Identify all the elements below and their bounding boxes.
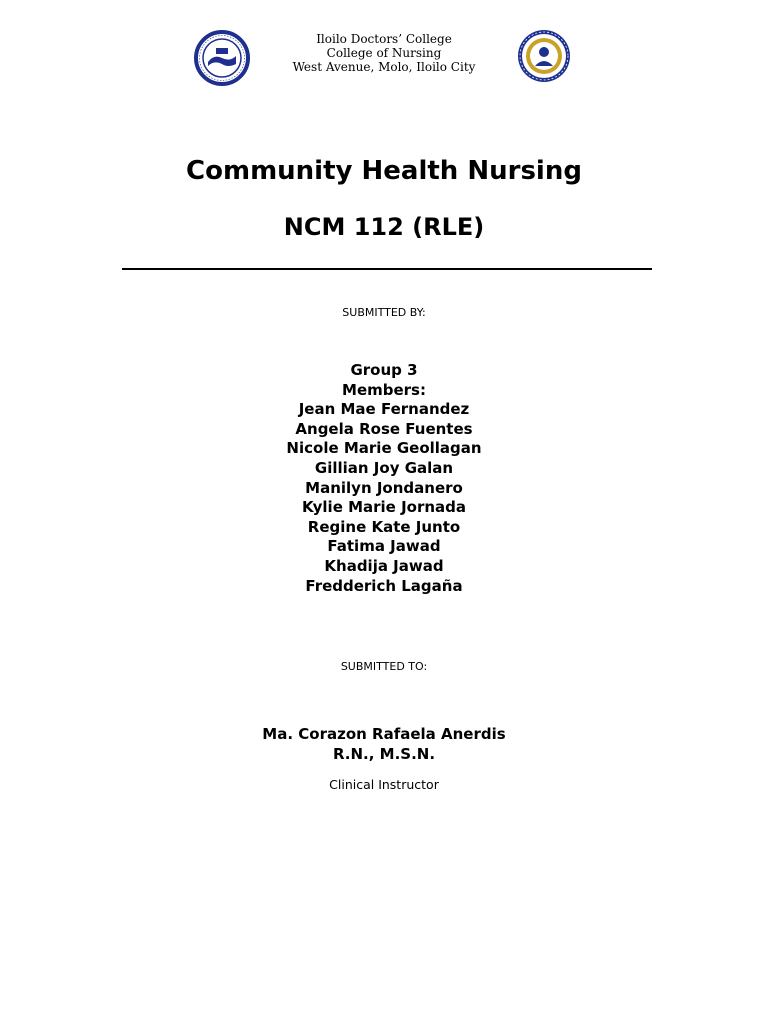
- member-name: Angela Rose Fuentes: [295, 419, 473, 438]
- header-line-college: Iloilo Doctors’ College: [316, 32, 452, 46]
- member-name: Fredderich Lagaña: [305, 576, 463, 595]
- instructor-credentials: R.N., M.S.N.: [332, 745, 436, 763]
- members-heading: Members:: [342, 380, 426, 399]
- header-line-department: College of Nursing: [326, 46, 442, 60]
- course-title: Community Health Nursing: [186, 156, 582, 186]
- course-code: NCM 112 (RLE): [283, 213, 485, 241]
- member-name: Jean Mae Fernandez: [298, 400, 470, 419]
- divider: [122, 268, 652, 270]
- school-seal-right-icon: [516, 28, 572, 84]
- member-name: Manilyn Jondanero: [305, 478, 463, 497]
- group-members-list: [0, 361, 768, 596]
- member-name: Regine Kate Junto: [307, 517, 461, 536]
- group-name: Group 3: [350, 361, 418, 379]
- member-name: Gillian Joy Galan: [314, 458, 454, 477]
- submitted-by-label: SUBMITTED BY:: [342, 306, 426, 319]
- member-name: Kylie Marie Jornada: [301, 498, 467, 517]
- submitted-to-label: SUBMITTED TO:: [340, 660, 428, 673]
- instructor-name: Ma. Corazon Rafaela Anerdis: [262, 725, 506, 743]
- school-seal-left-icon: [194, 30, 250, 86]
- member-name: Fatima Jawad: [327, 537, 441, 556]
- member-name: Khadija Jawad: [324, 556, 444, 575]
- instructor-role: Clinical Instructor: [329, 777, 439, 792]
- header-line-address: West Avenue, Molo, Iloilo City: [292, 60, 476, 74]
- instructor-block: [0, 724, 768, 764]
- member-name: Nicole Marie Geollagan: [286, 439, 482, 458]
- institution-header: [254, 32, 514, 74]
